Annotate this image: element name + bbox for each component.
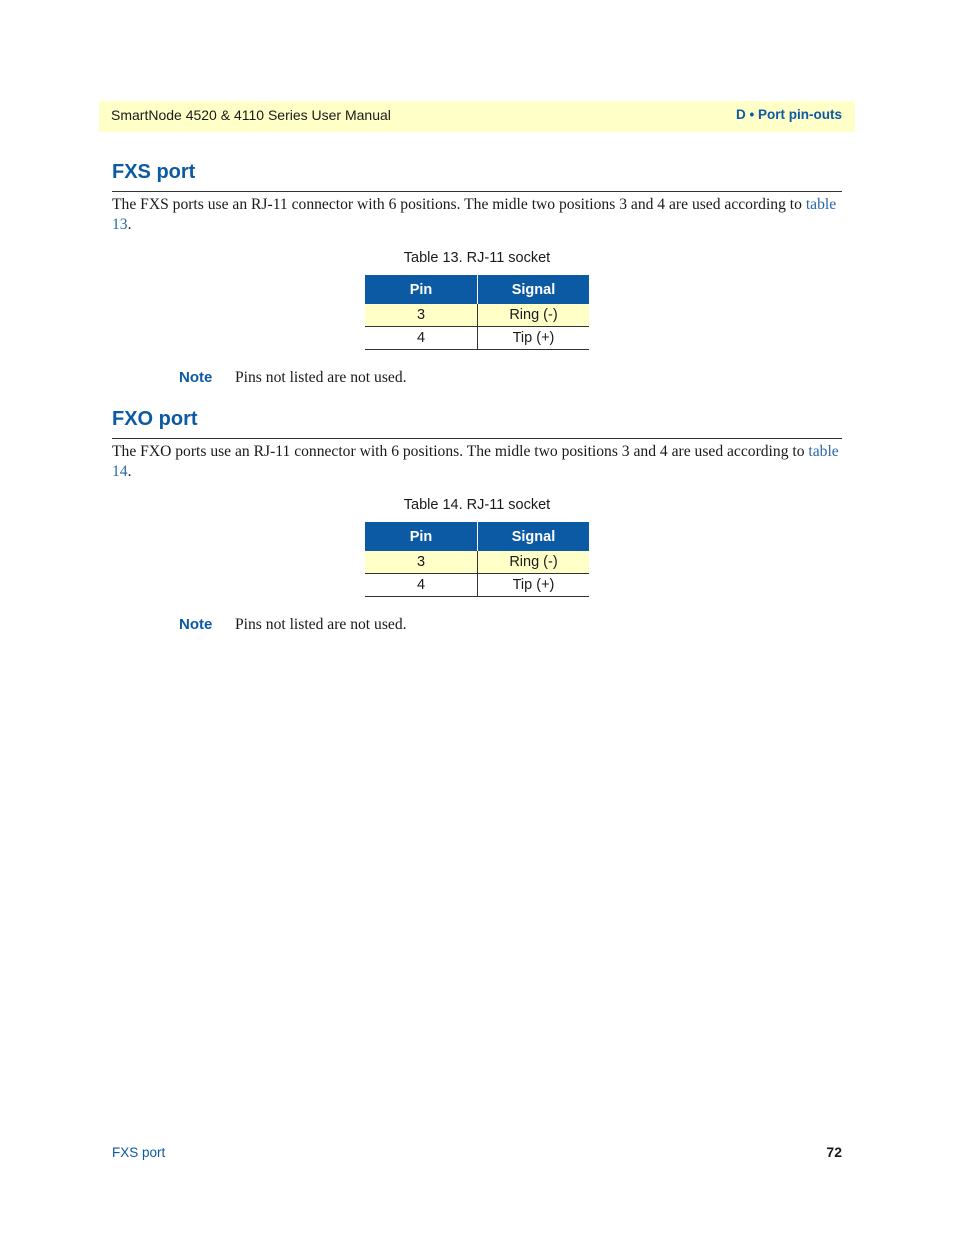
section-title-fxs: FXS port — [112, 161, 196, 183]
cell-pin: 3 — [365, 304, 478, 327]
cell-signal: Tip (+) — [478, 574, 590, 597]
cell-signal: Ring (-) — [478, 551, 590, 574]
note-label: Note — [179, 369, 213, 386]
rj11-table-14 — [365, 522, 589, 597]
table-header-row — [365, 522, 589, 551]
note-text: Pins not listed are not used. — [235, 616, 407, 633]
cell-pin: 3 — [365, 551, 478, 574]
note-text: Pins not listed are not used. — [235, 369, 407, 386]
rj11-table-13 — [365, 275, 589, 350]
column-header-signal: Signal — [478, 522, 590, 551]
fxs-description — [112, 195, 842, 235]
cell-signal: Tip (+) — [478, 327, 590, 350]
cell-signal: Ring (-) — [478, 304, 590, 327]
footer-section-link[interactable]: FXS port — [112, 1145, 166, 1160]
section-rule — [112, 438, 842, 439]
table-row — [365, 327, 589, 350]
page-number: 72 — [826, 1144, 842, 1160]
cell-pin: 4 — [365, 574, 478, 597]
section-title-fxo: FXO port — [112, 408, 198, 430]
table-caption-13: Table 13. RJ-11 socket — [403, 250, 551, 266]
table-row — [365, 551, 589, 574]
fxo-description-text: The FXO ports use an RJ-11 connector with 6 positions. The midle two positions 3 and 4 are used according to — [112, 443, 809, 460]
cell-pin: 4 — [365, 327, 478, 350]
note-label: Note — [179, 616, 213, 633]
link-table-13[interactable]: table 13 — [112, 196, 837, 233]
column-header-pin: Pin — [365, 275, 478, 304]
column-header-signal: Signal — [478, 275, 590, 304]
column-header-pin: Pin — [365, 522, 478, 551]
link-table-14[interactable]: table 14 — [112, 443, 839, 480]
table-row — [365, 304, 589, 327]
fxs-description-end: . — [127, 216, 132, 233]
running-header — [99, 101, 855, 132]
manual-title: SmartNode 4520 & 4110 Series User Manual — [111, 107, 391, 123]
fxs-description-text: The FXS ports use an RJ-11 connector with 6 positions. The midle two positions 3 and 4 are used according to — [112, 196, 806, 213]
section-rule — [112, 191, 842, 192]
fxo-description — [112, 442, 842, 482]
table-caption-14: Table 14. RJ-11 socket — [403, 497, 551, 513]
fxo-description-end: . — [127, 463, 132, 480]
table-header-row — [365, 275, 589, 304]
chapter-title: D • Port pin-outs — [736, 107, 842, 122]
table-row — [365, 574, 589, 597]
